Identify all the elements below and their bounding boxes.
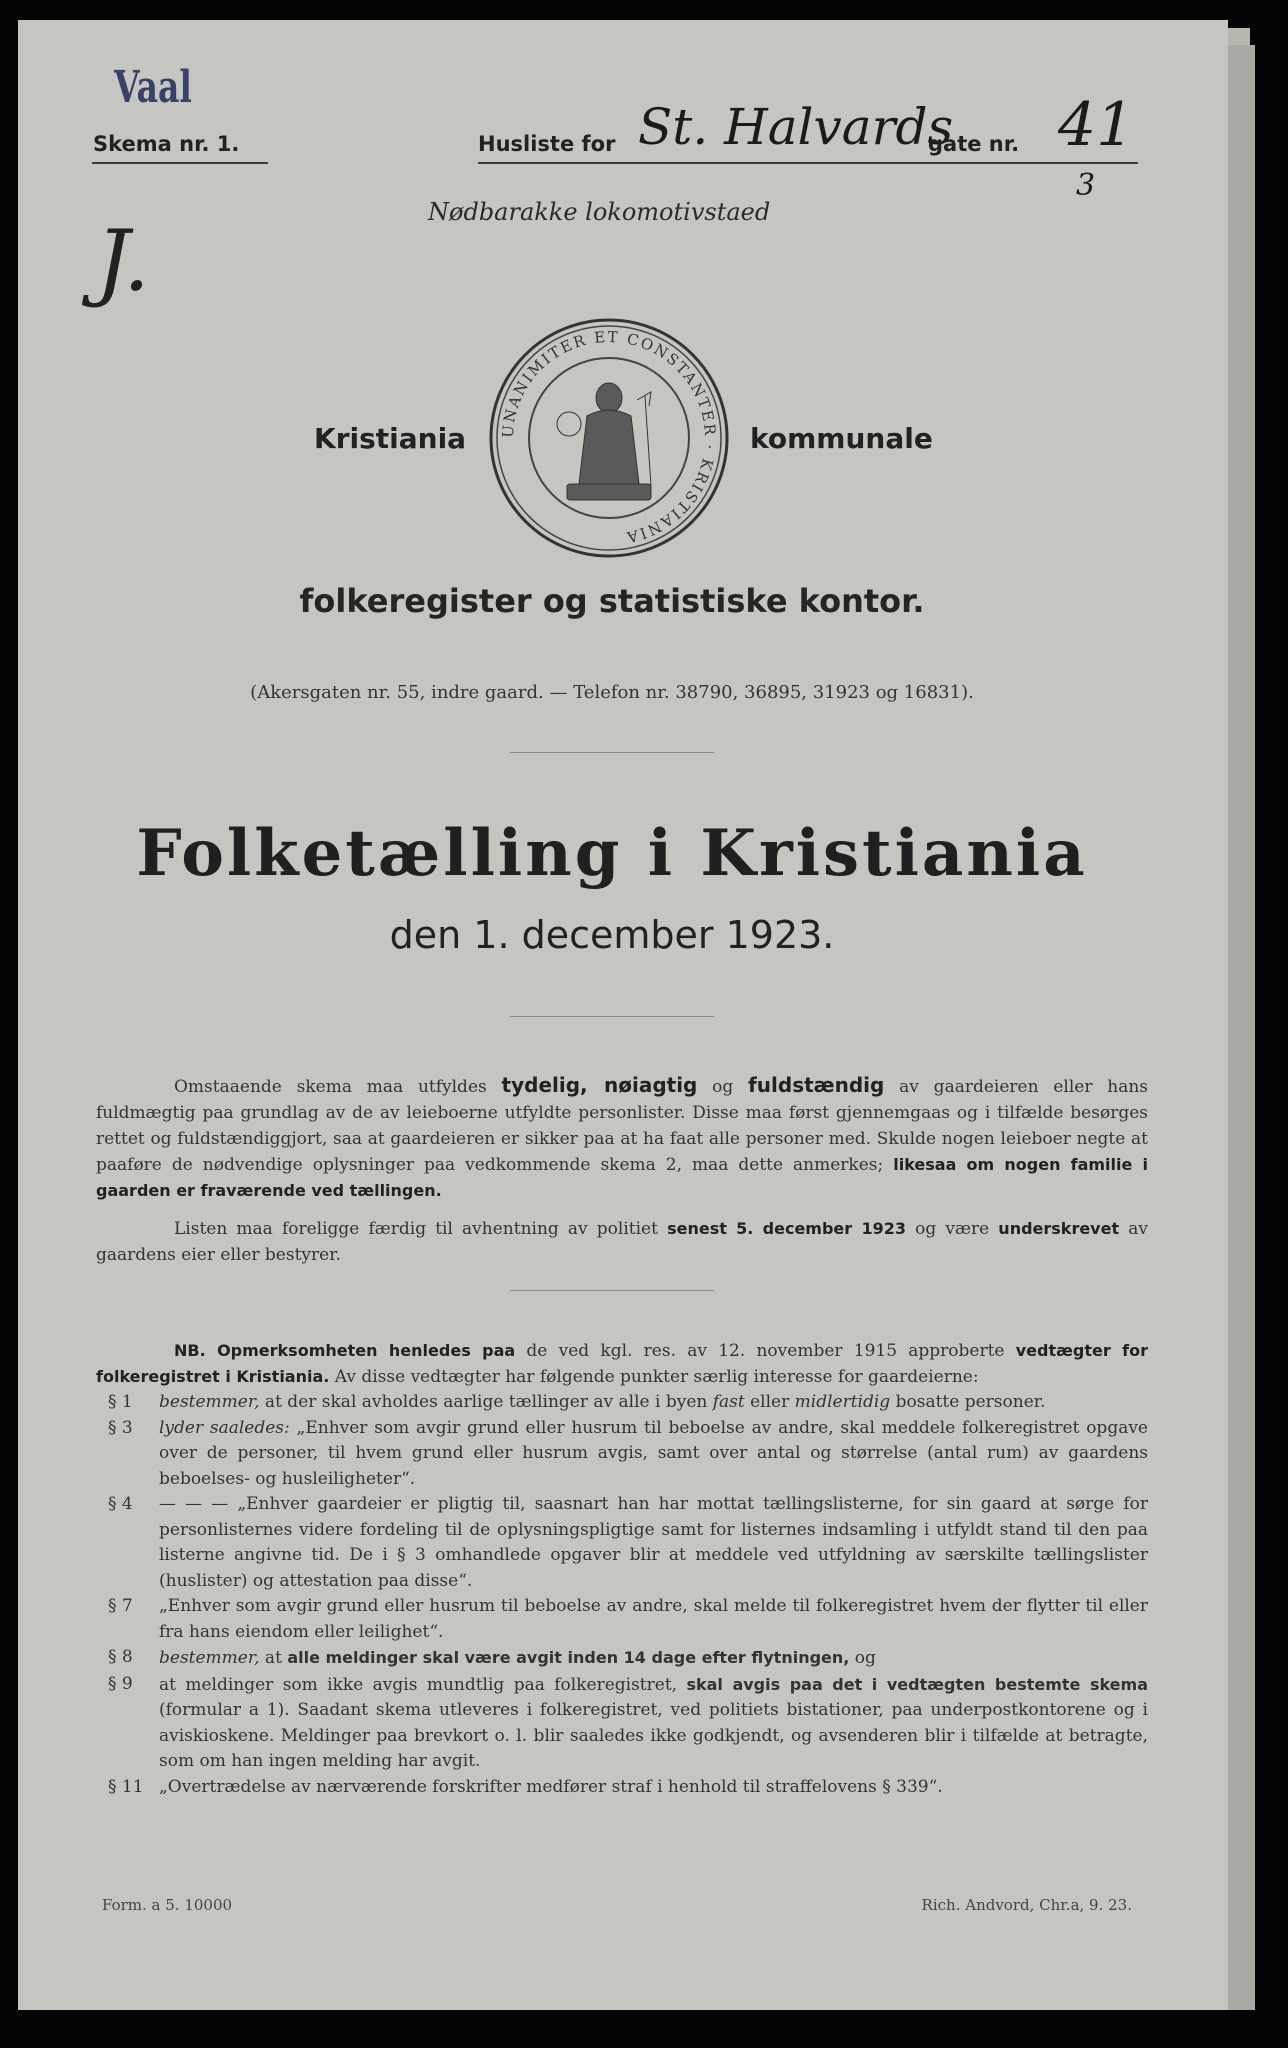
p2-text-c: og være: [906, 1219, 999, 1239]
divider-1: [510, 752, 714, 753]
p1-text-a: Omstaaende skema maa utfyldes: [174, 1077, 502, 1097]
initial-handwritten: J.: [96, 212, 150, 310]
section-number: § 8: [108, 1647, 133, 1667]
nb-text-b: de ved kgl. res. av 12. november 1915 approberte: [515, 1341, 1016, 1361]
nb-bold-lead: NB. Opmerksomheten henledes paa: [174, 1341, 516, 1360]
section-8: [108, 1645, 1148, 1672]
section-3: [108, 1416, 1148, 1493]
gate-label: gate nr.: [928, 132, 1020, 156]
section-1-fast: fast: [712, 1392, 745, 1412]
street-name-handwritten: St. Halvards: [638, 98, 954, 156]
section-9: [108, 1672, 1148, 1775]
seal-text: UNANIMITER ET CONSTANTER · KRISTIANIA: [498, 327, 720, 547]
vaal-stamp: Vaal: [114, 62, 192, 113]
p1-text-c: og: [697, 1077, 749, 1097]
section-7: [108, 1594, 1148, 1645]
instructions-paragraph-2: [96, 1216, 1148, 1268]
office-address: (Akersgaten nr. 55, indre gaard. — Telefon nr. 38790, 36895, 31923 og 16831).: [250, 682, 974, 703]
section-number: § 4: [108, 1494, 133, 1514]
schema-number: Skema nr. 1.: [93, 132, 240, 156]
section-1-midlertidig: midlertidig: [794, 1392, 891, 1412]
p1-bold-fuldstaendig: fuldstændig: [748, 1073, 885, 1097]
statute-sections: [108, 1390, 1148, 1800]
schema-underline: [92, 162, 268, 164]
section-1: [108, 1390, 1148, 1416]
section-4-text: — — — „Enhver gaardeier er pligtig til, saasnart han har mottat tællingslisterne, for sin gaard at sørge for personlisternes videre fordeling til de oplysningspligtige samt for listernes indsamling i utfyldt stand til den paa listerne angivne tid. De i § 3 omhandlede opgaver blir at meddele ved utfyldning av særskilte tællingslister (huslister) og attestation paa disse“.: [159, 1494, 1148, 1591]
section-number: § 11: [108, 1776, 144, 1797]
section-9-text: at meldinger som ikke avgis mundtlig paa folkeregistret,: [159, 1674, 687, 1695]
section-8-bold: alle meldinger skal være avgit inden 14 dage efter flytningen,: [287, 1648, 850, 1667]
section-1-eller: eller: [744, 1392, 795, 1412]
section-9-bold: skal avgis paa det i vedtægten bestemte skema: [686, 1674, 1148, 1694]
section-8-text: at: [259, 1648, 288, 1668]
office-left: Kristiania: [314, 422, 467, 455]
section-3-text: „Enhver som avgir grund eller husrum til beboelse av andre, skal meddele folkeregistret opgave over de personer, til hvem grund eller husrum avgis, samt over antal og størrelse (antal rum) av gaardens beboelses- og husleiligheter“.: [159, 1417, 1148, 1489]
printer-credit: Rich. Andvord, Chr.a, 9. 23.: [921, 1896, 1132, 1914]
section-number: § 7: [108, 1596, 133, 1616]
section-8-tail: og: [849, 1648, 876, 1668]
section-4: [108, 1492, 1148, 1594]
office-right: kommunale: [750, 422, 933, 455]
p2-bold-deadline: senest 5. december 1923: [667, 1219, 907, 1238]
husliste-underline: [478, 162, 1138, 164]
section-8-lead: bestemmer,: [159, 1648, 260, 1668]
seal-emblem-icon: [487, 316, 731, 560]
section-1-lead: bestemmer,: [159, 1392, 260, 1412]
census-date: den 1. december 1923.: [389, 913, 835, 957]
divider-3: [510, 1290, 714, 1291]
section-1-text: at der skal avholdes aarlige tællinger av alle i byen: [259, 1392, 713, 1412]
section-9-tail: (formular a 1). Saadant skema utleveres i folkeregistret, ved politiets bistationer, paa underpostkontorene og i aviskioskene. Meldinger paa brevkort o. l. blir saaledes ikke godkjendt, og avsenderen blir i tilfælde at betragte, som om han ingen melding har avgit.: [159, 1700, 1148, 1771]
nb-paragraph: [96, 1338, 1148, 1390]
census-form-page: [18, 20, 1228, 2010]
house-number-handwritten: 41: [1058, 90, 1135, 160]
p1-text-e: av gaardeieren eller hans fuldmægtig paa grundlag av de av leieboerne utfyldte personlister. Disse maa først gjennemgaas og i tilfælde besørges rettet og fuldstændiggjort, saa at gaardeieren er sikker paa at ha faat alle personer med. Skulde nogen leieboer negte at paaføre de nødvendige oplysninger paa vedkommende skema 2, maa dette anmerkes;: [96, 1077, 1149, 1175]
section-number: § 9: [108, 1673, 133, 1694]
instructions-paragraph-1: [96, 1072, 1148, 1204]
section-number: § 1: [108, 1392, 133, 1412]
city-seal: [487, 316, 731, 560]
p2-text-a: Listen maa foreligge færdig til avhentning av politiet: [174, 1219, 668, 1239]
office-name: folkeregister og statistiske kontor.: [299, 582, 925, 620]
section-7-text: „Enhver som avgir grund eller husrum til beboelse av andre, skal melde til folkeregistret hvem der flytter til eller fra hans eiendom eller leilighet“.: [159, 1596, 1148, 1642]
nb-bold-vedtaegter: vedtægter for folkeregistret i Kristiania.: [96, 1341, 1148, 1386]
p2-bold-signed: underskrevet: [998, 1219, 1120, 1238]
sub-number-handwritten: 3: [1076, 168, 1096, 203]
note-handwritten: Nødbarakke lokomotivstaed: [428, 198, 771, 226]
form-number: Form. a 5. 10000: [102, 1896, 233, 1914]
census-title: Folketælling i Kristiania: [136, 816, 1088, 891]
section-number: § 3: [108, 1417, 133, 1438]
section-3-lead: lyder saaledes:: [159, 1417, 290, 1438]
section-11-text: „Overtrædelse av nærværende forskrifter medfører straf i henhold til straffelovens § 339“.: [159, 1776, 943, 1797]
section-11: [108, 1775, 1148, 1801]
p1-bold-tydelig: tydelig, nøiagtig: [501, 1073, 698, 1097]
nb-text-d: Av disse vedtægter har følgende punkter særlig interesse for gaardeierne:: [329, 1367, 979, 1387]
p2-text-e: av gaardens eier eller bestyrer.: [96, 1219, 1148, 1265]
divider-2: [510, 1016, 714, 1017]
p1-bold-likesaa: likesaa om nogen familie i gaarden er fraværende ved tællingen.: [96, 1155, 1149, 1200]
section-1-tail: bosatte personer.: [890, 1392, 1046, 1412]
husliste-label: Husliste for: [478, 132, 616, 156]
